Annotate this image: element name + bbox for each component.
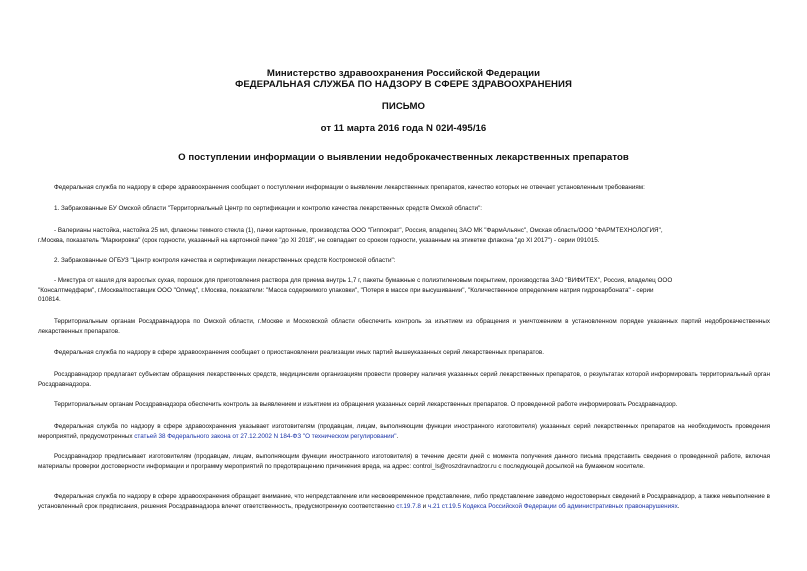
paragraph-responsibility <box>38 492 770 511</box>
paragraph-kostroma-heading: 2. Забракованные ОГБУЗ "Центр контроля качества и сертификации лекарственных средств Костромской области": <box>54 257 396 264</box>
paragraph-removal-control: Территориальным органам Росздравнадзора обеспечить контроль за выявлением и изъятием из обращения указанных серий лекарственных препаратов. О проведенной работе информировать Росздравнадзор. <box>54 401 678 408</box>
manufacturers-end: . <box>396 432 399 440</box>
valerian-line-2: г.Москва, показатель "Маркировка" (срок годности, указанный на картонной пачке "до XI 2018", не совпадает со сроком годности, указанным на этикетке флакона "до XI 2017") - серии 091015. <box>38 236 600 244</box>
mixture-line-2: "Консалтмедфарм", г.Москва/поставщик ООО "Олмед", г.Москва, показатели: "Масса содержимого упаковки", "Потеря в массе при высушивании", "Количественное определение натрия гидрокарбоната" - серии <box>38 286 654 294</box>
paragraph-intro: Федеральная служба по надзору в сфере здравоохранения сообщает о поступлении информации о выявлении лекарственных препаратов, качество которых не отвечает установленным требованиям: <box>54 184 645 191</box>
mixture-line-3: 010814. <box>38 296 61 304</box>
mixture-line-1: - Микстура от кашля для взрослых сухая, порошок для приготовления раствора для приема внутрь 1,7 г, пакеты бумажные с полиэтиленовым покрытием, производства ЗАО "ВИФИТЕХ", Россия, владелец ООО <box>54 277 673 284</box>
responsibility-end: . <box>677 502 680 510</box>
paragraph-valerian <box>38 226 770 245</box>
paragraph-cough-mixture <box>38 276 770 305</box>
paragraph-prescription: Росздравнадзор предписывает изготовителям (продавцам, лицам, выполняющим функции иностранного изготовителя) в течение десяти дней с момента получения данного письма представить сведения о проведенной работе, включая материалы проверки достоверности информации и программу мероприятий по предотвращению причинения вреда, на адрес: control_ls@roszdravnadzor.ru с последующей досылкой на бумажном носителе. <box>38 453 770 470</box>
responsibility-and: и <box>420 502 428 510</box>
paragraph-omsk-heading: 1. Забракованные БУ Омской области "Территориальный Центр по сертификации и контролю качества лекарственных средств Омской области": <box>54 205 483 212</box>
paragraph-manufacturers <box>38 422 770 441</box>
paragraph-check-proposal: Росздравнадзор предлагает субъектам обращения лекарственных средств, медицинским организациям провести проверку наличия указанных серий лекарственных препаратов, о результатах которой информировать территориальный орган Росздравнадзора. <box>38 371 770 388</box>
code-article-19-5-link[interactable]: ч.21 ст.19.5 Кодекса Российской Федерации об административных правонарушениях <box>427 502 678 510</box>
ministry-name: Министерство здравоохранения Российской Федерации <box>266 68 541 79</box>
paragraph-territorial-control: Территориальным органам Росздравнадзора по Омской области, г.Москве и Московской области обеспечить контроль за изъятием из обращения и уничтожением в установленном порядке указанных партий недоброкачественных лекарственных препаратов. <box>38 318 770 335</box>
document-title: О поступлении информации о выявлении недоброкачественных лекарственных препаратов <box>178 152 629 163</box>
law-article-38-link[interactable]: статьей 38 Федерального закона от 27.12.2002 N 184-ФЗ "О техническом регулировании" <box>134 432 397 440</box>
code-article-19-7-8-link[interactable]: ст.19.7.8 <box>396 502 421 510</box>
paragraph-suspension: Федеральная служба по надзору в сфере здравоохранения сообщает о приостановлении реализации иных партий вышеуказанных серий лекарственных препаратов. <box>54 349 544 356</box>
manufacturers-text: Федеральная служба по надзору в сфере здравоохранения указывает изготовителям (продавцам, лицам, выполняющим функции иностранного изготовителя) указанных серий лекарственных препаратов на необходимость проведения мероприятий, предусмотренных <box>38 423 770 440</box>
service-name: ФЕДЕРАЛЬНАЯ СЛУЖБА ПО НАДЗОРУ В СФЕРЕ ЗДРАВООХРАНЕНИЯ <box>235 79 572 90</box>
valerian-line-1: - Валерианы настойка, настойка 25 мл, флаконы темного стекла (1), пачки картонные, производства ООО "Гиппократ", Россия, владелец ЗАО МК "ФармАльянс", Омская область/ООО "ФАРМТЕХНОЛОГИЯ", <box>54 227 663 234</box>
responsibility-text: Федеральная служба по надзору в сфере здравоохранения обращает внимание, что непредставление или несвоевременное представление, либо представление заведомо недостоверных сведений в Росздравнадзор, а также невыполнение в установленный срок предписания, решения Росздравнадзора влечет ответственность, предусмотренную соответственно <box>38 493 770 510</box>
document-date-number: от 11 марта 2016 года N 02И-495/16 <box>320 123 487 134</box>
document-type: ПИСЬМО <box>381 101 426 112</box>
